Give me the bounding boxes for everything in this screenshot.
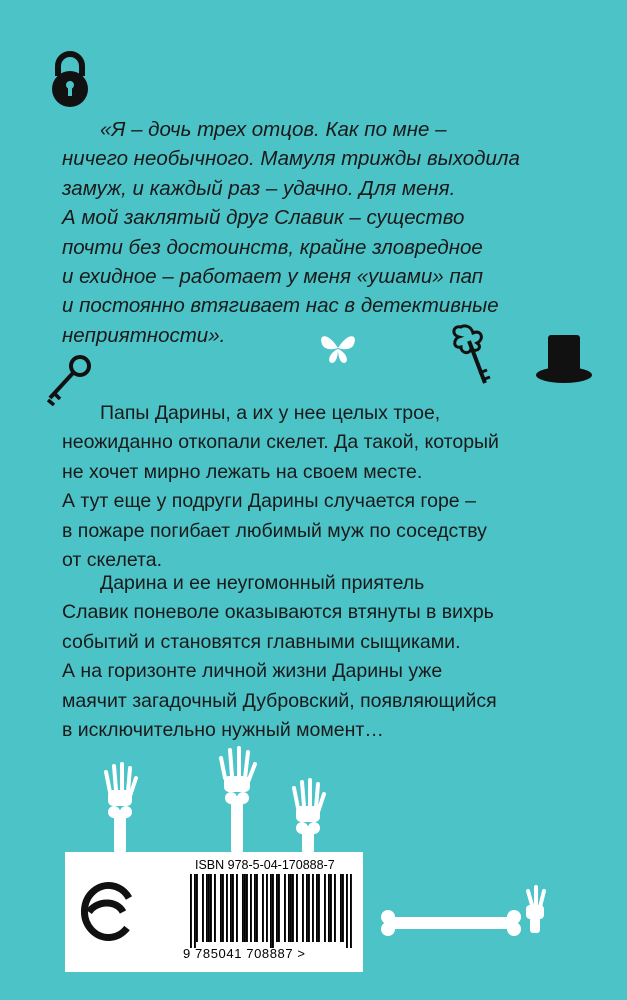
barcode-bar	[308, 874, 310, 942]
barcode-bar	[250, 874, 252, 942]
skeleton-hand-icon	[215, 746, 259, 854]
quote-line: почти без достоинств, крайне зловредное	[62, 235, 483, 259]
paragraph-line: А тут еще у подруги Дарины случается горе –	[62, 490, 476, 513]
barcode-bar	[254, 874, 256, 942]
quote-line: замуж, и каждый раз – удачно. Для меня.	[62, 176, 456, 200]
paragraph-line: неожиданно откопали скелет. Да такой, который	[62, 431, 499, 454]
paragraph-line: Папы Дарины, а их у нее целых трое,	[100, 402, 441, 424]
paragraph-line: от скелета.	[62, 549, 163, 572]
quote-line: неприятности».	[62, 323, 226, 347]
paragraph-line: А на горизонте личной жизни Дарины уже	[62, 660, 443, 683]
barcode-bar	[302, 874, 304, 942]
barcode-bar	[214, 874, 216, 942]
barcode-bar	[306, 874, 308, 942]
description-paragraph	[62, 569, 602, 745]
barcode-bar	[206, 874, 208, 942]
barcode-bar	[244, 874, 246, 942]
barcode-bar	[196, 874, 198, 942]
paragraph-line: в исключительно нужный момент…	[62, 719, 384, 742]
barcode-bar	[340, 874, 342, 942]
key-icon	[42, 352, 94, 406]
quote-line: «Я – дочь трех отцов. Как по мне –	[100, 118, 447, 141]
barcode-bar	[334, 874, 336, 942]
barcode-bar	[232, 874, 234, 942]
barcode-bar	[350, 874, 352, 948]
barcode-bar	[222, 874, 224, 942]
skeleton-hand-icon	[100, 762, 140, 854]
paragraph-line: маячит загадочный Дубровский, появляющийся	[62, 689, 497, 712]
barcode-bar	[318, 874, 320, 942]
barcode	[190, 874, 352, 948]
barcode-bar	[256, 874, 258, 942]
barcode-bar	[284, 874, 286, 942]
top-hat-icon	[534, 335, 594, 385]
barcode-bar	[316, 874, 318, 942]
barcode-bar	[220, 874, 222, 942]
barcode-bar	[346, 874, 348, 948]
barcode-bar	[266, 874, 268, 942]
barcode-bar	[342, 874, 344, 942]
barcode-bar	[330, 874, 332, 942]
skeleton-hand-icon	[288, 778, 328, 854]
barcode-bar	[292, 874, 294, 942]
paragraph-line: Славик поневоле оказываются втянуты в вихрь	[62, 601, 494, 624]
paragraph-line: Дарина и ее неугомонный приятель	[100, 572, 425, 594]
butterfly-icon	[318, 330, 358, 366]
quote-block	[62, 115, 582, 350]
barcode-bar	[296, 874, 298, 942]
barcode-bar	[278, 874, 280, 942]
barcode-bar	[242, 874, 244, 942]
bone-icon	[376, 908, 526, 938]
barcode-bar	[290, 874, 292, 942]
barcode-bar	[236, 874, 238, 942]
barcode-bar	[288, 874, 290, 942]
description-paragraph	[62, 399, 602, 575]
barcode-bar	[202, 874, 204, 942]
barcode-bar	[324, 874, 326, 942]
barcode-bar	[210, 874, 212, 942]
barcode-bar	[328, 874, 330, 942]
barcode-digits: 9 785041 708887 >	[183, 946, 306, 961]
barcode-bar	[262, 874, 264, 942]
quote-line: и ехидное – работает у меня «ушами» пап	[62, 265, 484, 289]
padlock-icon	[48, 50, 92, 108]
isbn-text: ISBN 978-5-04-170888-7	[195, 858, 335, 872]
paragraph-line: не хочет мирно лежать на своем месте.	[62, 460, 423, 483]
barcode-bar	[226, 874, 228, 942]
barcode-bar	[194, 874, 196, 948]
barcode-bar	[246, 874, 248, 942]
quote-line: ничего необычного. Мамуля трижды выходила	[62, 147, 520, 171]
paragraph-line: в пожаре погибает любимый муж по соседству	[62, 519, 487, 542]
barcode-bar	[272, 874, 274, 948]
skeleton-hand-icon	[520, 885, 550, 935]
barcode-bar	[190, 874, 192, 948]
quote-line: А мой заклятый друг Славик – существо	[62, 206, 465, 230]
barcode-bar	[312, 874, 314, 942]
ornate-key-icon	[447, 323, 493, 391]
publisher-logo-icon	[77, 876, 137, 946]
barcode-bar	[270, 874, 272, 948]
paragraph-line: событий и становятся главными сыщиками.	[62, 630, 461, 653]
barcode-bar	[276, 874, 278, 942]
barcode-bar	[230, 874, 232, 942]
quote-line: и постоянно втягивает нас в детективные	[62, 294, 499, 318]
barcode-bar	[208, 874, 210, 942]
